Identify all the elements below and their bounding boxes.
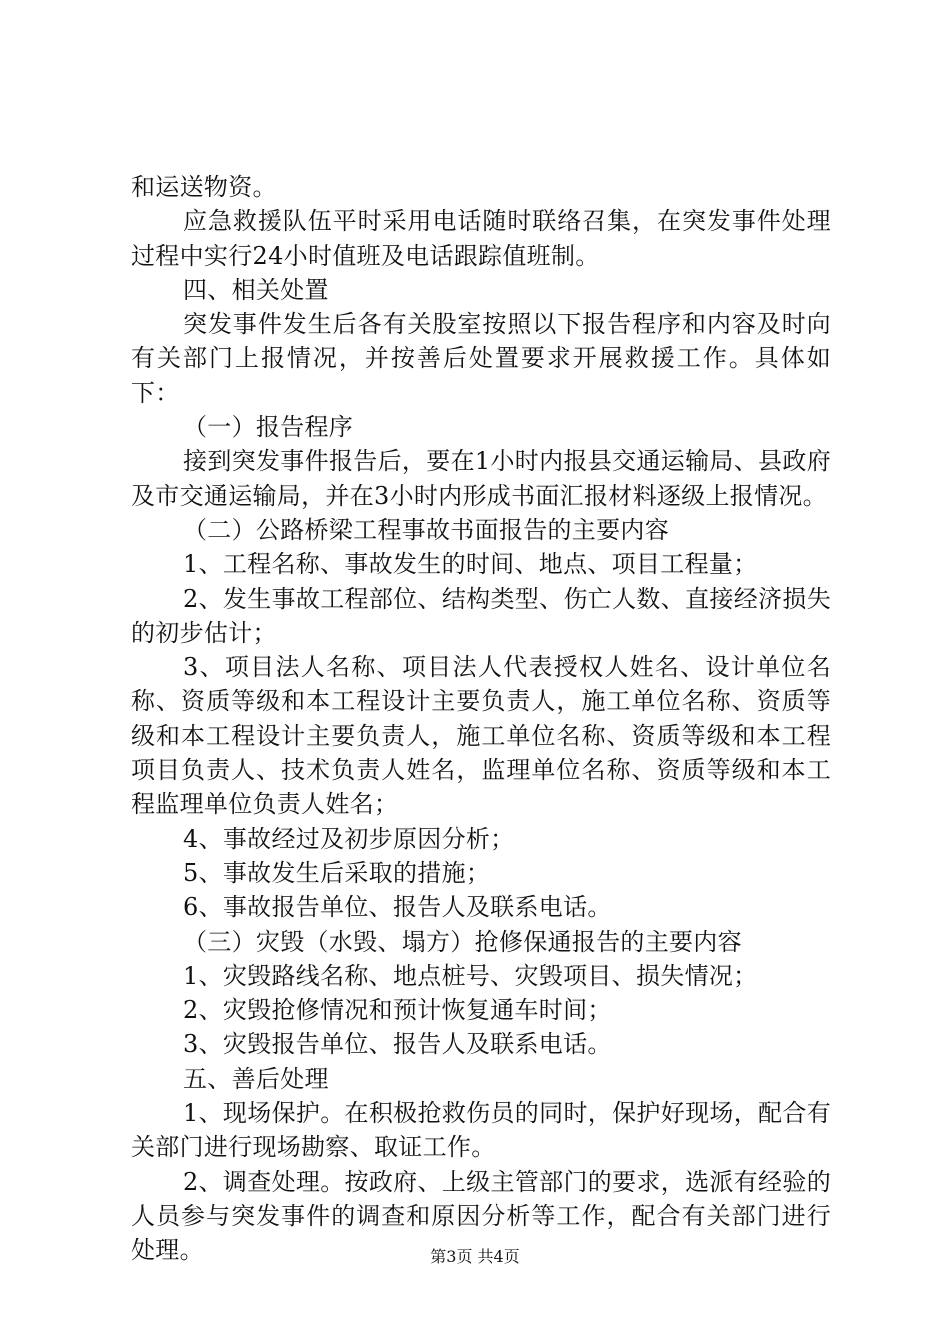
section-heading-aftermath: 五、善后处理 xyxy=(183,1064,329,1093)
list-item-accident-2: 2、发生事故工程部位、结构类型、伤亡人数、直接经济损失的初步估计； xyxy=(131,584,831,647)
list-item-aftermath-2: 2、调查处理。按政府、上级主管部门的要求，选派有经验的人员参与突发事件的调查和原因分析等工作，配合有关部门进行处理。 xyxy=(131,1167,831,1265)
list-item-aftermath-1: 1、现场保护。在积极抢救伤员的同时，保护好现场，配合有关部门进行现场勘察、取证工作。 xyxy=(131,1099,831,1162)
section-heading-related-disposal: 四、相关处置 xyxy=(183,275,329,304)
list-item-accident-6: 6、事故报告单位、报告人及联系电话。 xyxy=(183,893,612,922)
page-footer: 第3页 共4页 xyxy=(430,1247,520,1266)
document-body xyxy=(131,170,831,1268)
paragraph-continuation: 和运送物资。 xyxy=(131,173,277,201)
subheading-report-procedure: （一）报告程序 xyxy=(183,413,354,442)
paragraph-report-intro: 突发事件发生后各有关股室按照以下报告程序和内容及时向有关部门上报情况，并按善后处置要求开展救援工作。具体如下： xyxy=(131,310,831,407)
list-item-disaster-2: 2、灾毁抢修情况和预计恢复通车时间； xyxy=(183,996,612,1025)
list-item-disaster-3: 3、灾毁报告单位、报告人及联系电话。 xyxy=(183,1030,612,1059)
list-item-disaster-1: 1、灾毁路线名称、地点桩号、灾毁项目、损失情况； xyxy=(183,961,758,990)
list-item-accident-1: 1、工程名称、事故发生的时间、地点、项目工程量； xyxy=(183,550,758,579)
list-item-accident-3: 3、项目法人名称、项目法人代表授权人姓名、设计单位名称、资质等级和本工程设计主要负责人，施工单位名称、资质等级和本工程设计主要负责人，施工单位名称、资质等级和本工程项目负责人、技术负责人姓名，监理单位名称、资质等级和本工程监理单位负责人姓名； xyxy=(131,653,831,819)
paragraph-rescue-team: 应急救援队伍平时采用电话随时联络召集，在突发事件处理过程中实行24小时值班及电话跟踪值班制。 xyxy=(131,207,831,270)
subheading-accident-report-content: （二）公路桥梁工程事故书面报告的主要内容 xyxy=(183,515,669,544)
paragraph-report-procedure: 接到突发事件报告后，要在1小时内报县交通运输局、县政府及市交通运输局，并在3小时内形成书面汇报材料逐级上报情况。 xyxy=(131,447,831,510)
subheading-disaster-report-content: （三）灾毁（水毁、塌方）抢修保通报告的主要内容 xyxy=(183,927,742,956)
list-item-accident-4: 4、事故经过及初步原因分析； xyxy=(183,824,515,853)
list-item-accident-5: 5、事故发生后采取的措施； xyxy=(183,858,491,887)
